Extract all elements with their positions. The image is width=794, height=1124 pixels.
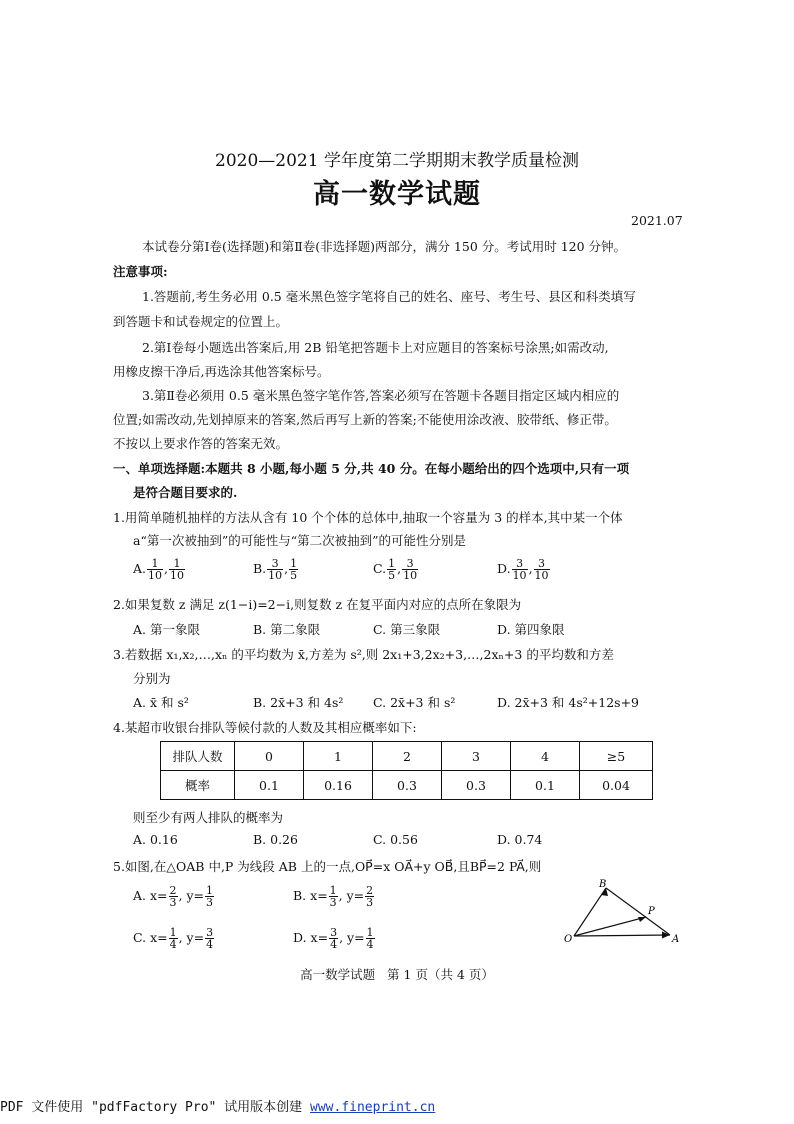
q2-option-b: B. 第二象限 [253, 622, 321, 637]
q2-option-d: D. 第四象限 [497, 622, 565, 637]
q2-stem: 2.如果复数 z 满足 z(1−i)=2−i,则复数 z 在复平面内对应的点所在象限为 [113, 597, 522, 612]
q2-option-a: A. 第一象限 [133, 622, 200, 637]
section1-line2: 是符合题目要求的. [133, 485, 238, 500]
intro-text: 本试卷分第Ⅰ卷(选择题)和第Ⅱ卷(非选择题)两部分，满分 150 分。考试用时 120 分钟。 [142, 239, 627, 254]
q3-option-c: C. 2x̄+3 和 s² [373, 695, 456, 710]
q4-option-b: B. 0.26 [253, 832, 298, 847]
pdf-footer [0, 1096, 435, 1115]
table-cell: 0 [235, 742, 304, 771]
q5-option-c: C. x= $\frac{1}{4}$ , y= $\frac{3}{4}$ [133, 926, 214, 951]
q5-option-d: D. x= $\frac{3}{4}$ , y= $\frac{1}{4}$ [293, 926, 374, 951]
q3-line1: 3.若数据 x₁,x₂,…,xₙ 的平均数为 x̄,方差为 s²,则 2x₁+3,2x₂+3,…,2xₙ+3 的平均数和方差 [113, 647, 614, 662]
table-row [161, 771, 653, 800]
q3-option-b: B. 2x̄+3 和 4s² [253, 695, 344, 710]
page-footer: 高一数学试题 第 1 页（共 4 页） [300, 967, 494, 982]
table-cell: 4 [511, 742, 580, 771]
label-b: B [599, 879, 607, 890]
q1-line1: 1.用简单随机抽样的方法从含有 10 个个体的总体中,抽取一个容量为 3 的样本,其中某一个体 [113, 510, 623, 525]
table-cell: 0.3 [442, 771, 511, 800]
exam-title: 2020—2021 学年度第二学期期末教学质量检测 [215, 151, 579, 171]
table-row [161, 742, 653, 771]
table-cell: 概率 [161, 771, 235, 800]
q1-line2: a“第一次被抽到”的可能性与“第二次被抽到”的可能性分别是 [133, 533, 467, 548]
table-cell: 0.1 [235, 771, 304, 800]
notice-item1-line2: 到答题卡和试卷规定的位置上。 [113, 314, 289, 329]
notice-item1-line1: 1.答题前,考生务必用 0.5 毫米黑色签字笔将自己的姓名、座号、考生号、县区和科类填写 [142, 289, 636, 304]
table-cell: 2 [373, 742, 442, 771]
q4-probability-table [160, 741, 653, 800]
pdf-footer-text: PDF 文件使用 "pdfFactory Pro" 试用版本创建 [0, 1100, 311, 1115]
notice-item3-line2: 位置;如需改动,先划掉原来的答案,然后再写上新的答案;不能使用涂改液、胶带纸、修正带。 [113, 412, 617, 427]
q1-option-b: B. $\frac{3}{10}$ , $\frac{1}{5}$ [253, 557, 298, 582]
label-a: A [672, 934, 680, 945]
q3-option-a: A. x̄ 和 s² [133, 695, 189, 710]
q3-line2: 分别为 [133, 671, 171, 686]
table-cell: ≥5 [580, 742, 653, 771]
exam-subtitle: 高一数学试题 [313, 179, 481, 210]
q5-triangle-figure [560, 878, 690, 948]
q2-option-c: C. 第三象限 [373, 622, 441, 637]
arrow-p [638, 917, 646, 922]
q4-option-d: D. 0.74 [497, 832, 543, 847]
table-cell: 0.3 [373, 771, 442, 800]
q4-option-c: C. 0.56 [373, 832, 418, 847]
q4-option-a: A. 0.16 [133, 832, 178, 847]
table-cell: 0.04 [580, 771, 653, 800]
table-cell: 0.16 [304, 771, 373, 800]
table-cell: 3 [442, 742, 511, 771]
q5-stem: 5.如图,在△OAB 中,P 为线段 AB 上的一点,OP⃗=x OA⃗+y OB⃗,且BP⃗=2 PA⃗,则 [113, 859, 542, 874]
label-o: O [564, 934, 573, 945]
exam-date: 2021.07 [631, 213, 683, 228]
table-cell: 排队人数 [161, 742, 235, 771]
q1-option-a: A. $\frac{1}{10}$ , $\frac{1}{10}$ [133, 557, 184, 582]
table-cell: 0.1 [511, 771, 580, 800]
table-cell: 1 [304, 742, 373, 771]
fineprint-link[interactable]: www.fineprint.cn [310, 1100, 436, 1115]
q1-option-c: C. $\frac{1}{5}$ , $\frac{3}{10}$ [373, 557, 418, 582]
notice-item2-line1: 2.第Ⅰ卷每小题选出答案后,用 2B 铅笔把答题卡上对应题目的答案标号涂黑;如需改动, [142, 340, 609, 355]
notice-item3-line3: 不按以上要求作答的答案无效。 [113, 436, 289, 451]
segment-ba [606, 888, 670, 935]
q5-option-a: A. x= $\frac{2}{3}$ , y= $\frac{1}{3}$ [133, 884, 213, 909]
q3-option-d: D. 2x̄+3 和 4s²+12s+9 [497, 695, 639, 710]
label-p: P [648, 906, 655, 917]
segment-oa [574, 935, 670, 936]
notice-item3-line1: 3.第Ⅱ卷必须用 0.5 毫米黑色签字笔作答,答案必须写在答题卡各题目指定区域内相应的 [142, 388, 620, 403]
q1-option-d: D. $\frac{3}{10}$ , $\frac{3}{10}$ [497, 557, 549, 582]
q5-option-b: B. x= $\frac{1}{3}$ , y= $\frac{2}{3}$ [293, 884, 374, 909]
notice-item2-line2: 用橡皮擦干净后,再选涂其他答案标号。 [113, 364, 330, 379]
q4-stem: 4.某超市收银台排队等候付款的人数及其相应概率如下: [113, 720, 417, 735]
q4-question: 则至少有两人排队的概率为 [133, 810, 284, 825]
section1-line1: 一、单项选择题:本题共 8 小题,每小题 5 分,共 40 分。在每小题给出的四个选项中,只有一项 [113, 461, 630, 476]
notice-heading: 注意事项: [113, 264, 168, 279]
